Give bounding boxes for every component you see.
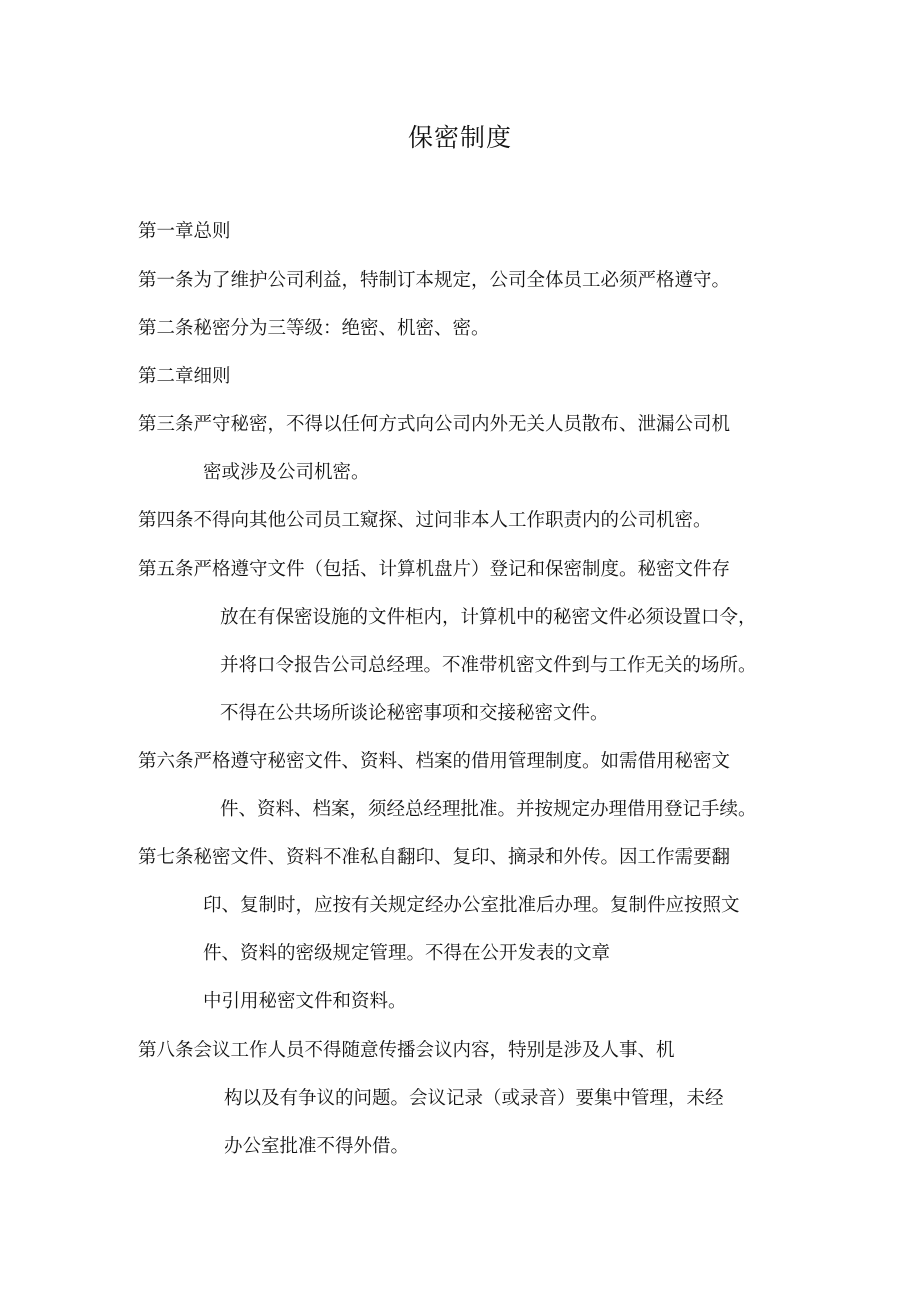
article-5-cont: 不得在公共场所谈论秘密事项和交接秘密文件。 [220,703,609,724]
article-8-cont: 构以及有争议的问题。会议记录（或录音）要集中管理，未经 [224,1088,724,1109]
article-2: 第二条秘密分为三等级：绝密、机密、密。 [138,318,490,339]
article-8: 第八条会议工作人员不得随意传播会议内容，特别是涉及人事、机 [138,1040,675,1061]
article-5-cont: 放在有保密设施的文件柜内，计算机中的秘密文件必须设置口令， [220,607,757,628]
article-5-cont: 并将口令报告公司总经理。不准带机密文件到与工作无关的场所。 [220,655,757,676]
article-7-cont: 印、复制时，应按有关规定经办公室批准后办理。复制件应按照文 [203,895,740,916]
article-4: 第四条不得向其他公司员工窥探、过问非本人工作职责内的公司机密。 [138,510,712,531]
document-title: 保密制度 [407,123,512,152]
article-1: 第一条为了维护公司利益，特制订本规定，公司全体员工必须严格遵守。 [138,270,731,291]
chapter-heading: 第一章总则 [138,221,231,242]
article-3-cont: 密或涉及公司机密。 [203,462,370,483]
article-3: 第三条严守秘密，不得以任何方式向公司内外无关人员散布、泄漏公司机 [138,414,731,435]
article-6: 第六条严格遵守秘密文件、资料、档案的借用管理制度。如需借用秘密文 [138,751,731,772]
article-8-cont: 办公室批准不得外借。 [224,1136,410,1157]
chapter-heading: 第二章细则 [138,366,231,387]
article-7-cont: 件、资料的密级规定管理。不得在公开发表的文章 [203,943,611,964]
article-6-cont: 件、资料、档案，须经总经理批准。并按规定办理借用登记手续。 [220,799,757,820]
article-7-cont: 中引用秘密文件和资料。 [203,991,407,1012]
article-7: 第七条秘密文件、资料不准私自翻印、复印、摘录和外传。因工作需要翻 [138,847,731,868]
article-5: 第五条严格遵守文件（包括、计算机盘片）登记和保密制度。秘密文件存 [138,559,731,580]
